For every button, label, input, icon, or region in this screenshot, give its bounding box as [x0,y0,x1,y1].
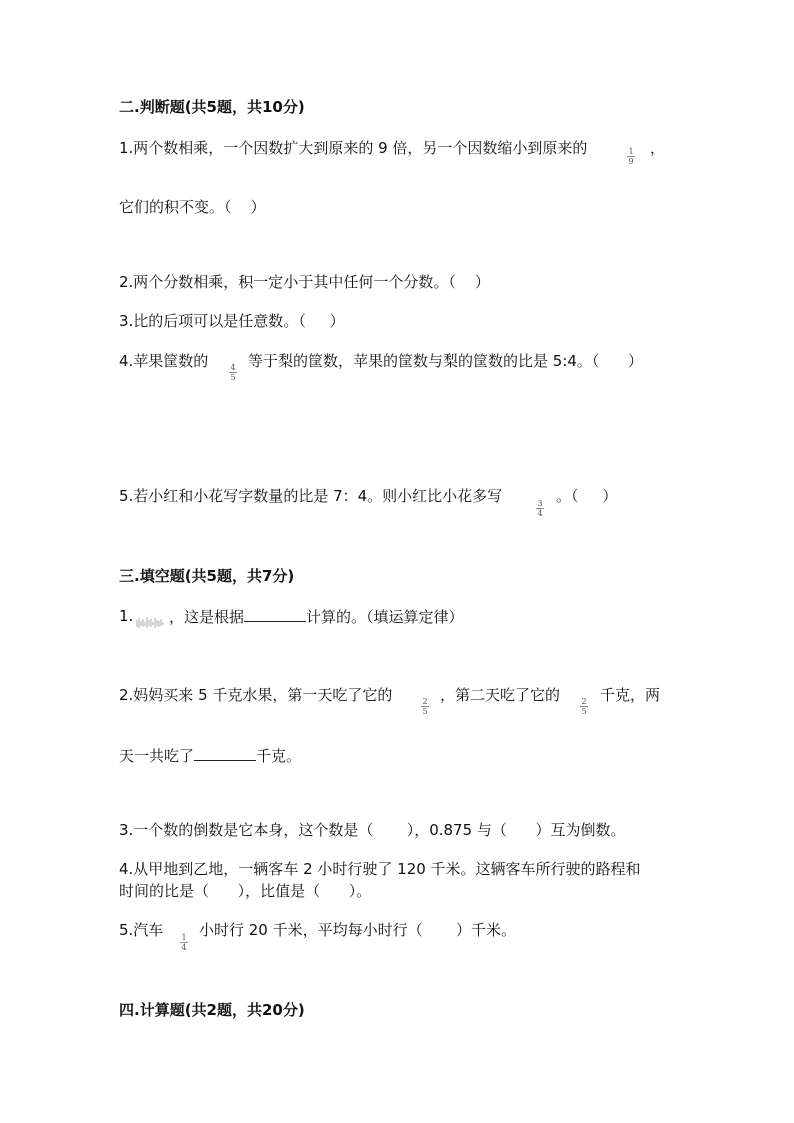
s3-q1-part2: ，这是根据 [169,608,245,626]
s3-q4-line2: 时间的比是（ ），比值是（ ）。 [119,882,372,900]
s2-q3: 3.比的后项可以是任意数。（ ） [119,312,345,330]
s3-q2-fraction1 [419,697,431,716]
s2-q1-part2: ， [650,139,666,157]
s2-q1-part1: 1.两个数相乘，一个因数扩大到原来的 9 倍，另一个因数缩小到原来的 [119,139,588,157]
s3-q2-part2: ，第二天吃了它的 [440,686,561,704]
s3-q5-part2: 小时行 20 千米，平均每小时行（ ）千米。 [199,921,517,939]
s3-q5-part1: 5.汽车 [119,921,164,939]
s3-q2-part5: 千克。 [256,747,302,765]
s3-q5-fraction [178,933,190,952]
s3-q1-text [169,606,464,627]
s2-q4-fraction [227,363,239,382]
s3-q2-fraction2 [578,697,590,716]
s2-q2: 2.两个分数相乘，积一定小于其中任何一个分数。（ ） [119,273,490,291]
s2-q5-frac-den: 4 [537,509,543,518]
s2-q1-fraction [625,147,637,166]
section3-heading: 三.填空题(共5题，共7分) [119,567,295,585]
section4-heading: 四.计算题(共2题，共20分) [119,1001,305,1019]
s3-q2-line2 [119,745,301,766]
s3-q1-answer-blank[interactable] [244,606,306,622]
s2-q1-frac-num: 1 [628,147,634,156]
s3-q1-num: 1. [119,607,134,625]
s3-q5-frac-den: 4 [181,943,187,952]
s2-q1-line1 [119,138,587,158]
s2-q5-part1: 5.若小红和小花写字数量的比是 7：4。则小红比小花多写 [119,487,503,505]
s3-q2-frac1-num: 2 [422,697,428,706]
s2-q4-part2: 等于梨的筐数，苹果的筐数与梨的筐数的比是 5:4。（ ） [248,352,644,370]
s3-q5-frac-num: 1 [181,933,187,942]
s2-q1-line2: 它们的积不变。（ ） [119,198,266,216]
s3-q2-part3: 千克，两 [600,686,661,704]
s3-q4-line1: 4.从甲地到乙地，一辆客车 2 小时行驶了 120 千米。这辆客车所行驶的路程和 [119,860,641,878]
s2-q5-frac-num: 3 [537,499,543,508]
s2-q4-frac-den: 5 [230,373,236,382]
s3-q2-part4: 天一共吃了 [119,747,195,765]
s3-q1-part3: 计算的。（填运算定律） [306,608,464,626]
s2-q5-part2: 。（ ） [556,487,618,505]
s3-q2-frac1-den: 5 [422,707,428,716]
s3-q1-expression-image [135,614,167,630]
s2-q4-frac-num: 4 [230,363,236,372]
s3-q2-frac2-den: 5 [581,707,587,716]
s3-q2-answer-blank[interactable] [194,745,256,761]
s3-q3: 3.一个数的倒数是它本身，这个数是（ ），0.875 与（ ）互为倒数。 [119,821,626,839]
s2-q1-frac-den: 9 [628,157,634,166]
s3-q2-part1: 2.妈妈买来 5 千克水果，第一天吃了它的 [119,686,393,704]
s2-q4-part1: 4.苹果筐数的 [119,352,209,370]
s2-q5-fraction [534,499,546,518]
s3-q2-frac2-num: 2 [581,697,587,706]
section2-heading: 二.判断题(共5题，共10分) [119,98,305,116]
